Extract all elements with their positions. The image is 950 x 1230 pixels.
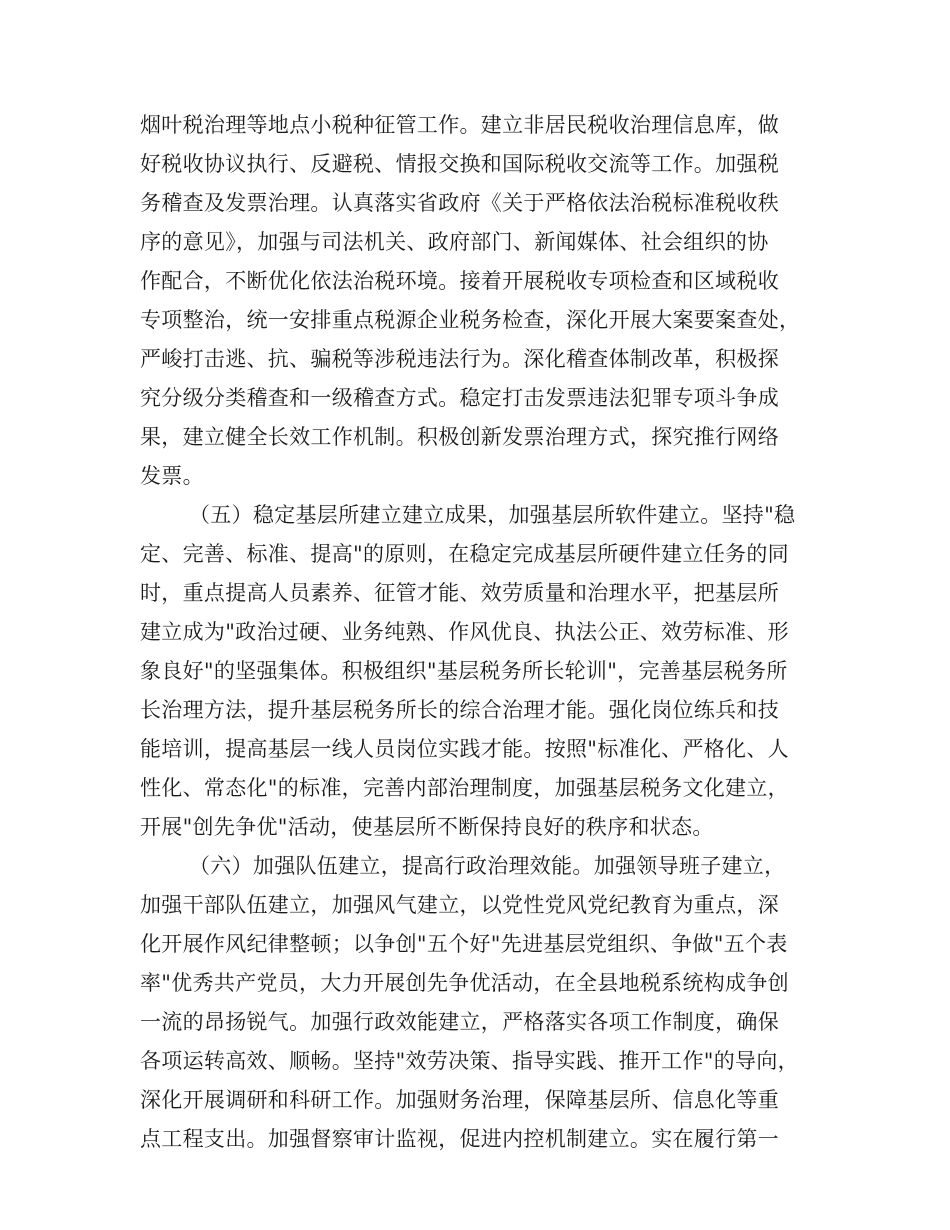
text-line: 各项运转高效、顺畅。坚持"效劳决策、指导实践、推开工作"的导向， xyxy=(140,1049,799,1073)
text-line: 好税收协议执行、反避税、情报交换和国际税收交流等工作。加强税 xyxy=(140,152,779,176)
text-line: 果，建立健全长效工作机制。积极创新发票治理方式，探究推行网络 xyxy=(140,425,779,449)
text-line: 发票。 xyxy=(140,464,204,488)
paragraph-3 xyxy=(140,847,830,1159)
text-line: 作配合，不断优化依法治税环境。接着开展税收专项检查和区域税收 xyxy=(140,269,779,293)
text-line: 定、完善、标准、提高"的原则，在稳定完成基层所硬件建立任务的同 xyxy=(140,542,789,566)
paragraph-1 xyxy=(140,106,830,496)
text-line: 长治理方法，提升基层税务所长的综合治理才能。强化岗位练兵和技 xyxy=(140,698,779,722)
text-line: 深化开展调研和科研工作。加强财务治理，保障基层所、信息化等重 xyxy=(140,1088,779,1112)
text-line: 究分级分类稽查和一级稽查方式。稳定打击发票违法犯罪专项斗争成 xyxy=(140,386,779,410)
text-line: 务稽查及发票治理。认真落实省政府《关于严格依法治税标准税收秩 xyxy=(140,191,779,215)
text-line: 烟叶税治理等地点小税种征管工作。建立非居民税收治理信息库，做 xyxy=(140,113,779,137)
text-line: 时，重点提高人员素养、征管才能、效劳质量和治理水平，把基层所 xyxy=(140,581,779,605)
text-line: 专项整治，统一安排重点税源企业税务检查，深化开展大案要案查处， xyxy=(140,308,801,332)
text-line: 性化、常态化"的标准，完善内部治理制度，加强基层税务文化建立， xyxy=(140,776,789,800)
text-line-first: （五）稳定基层所建立建立成果，加强基层所软件建立。坚持"稳 xyxy=(189,503,796,527)
text-line: 加强干部队伍建立，加强风气建立，以党性党风党纪教育为重点，深 xyxy=(140,893,779,917)
text-line: 化开展作风纪律整顿；以争创"五个好"先进基层党组织、争做"五个表 xyxy=(140,932,788,956)
text-line: 一流的昂扬锐气。加强行政效能建立，严格落实各项工作制度，确保 xyxy=(140,1010,779,1034)
paragraph-2 xyxy=(140,496,830,847)
text-line: 开展"创先争优"活动，使基层所不断保持良好的秩序和状态。 xyxy=(140,815,714,839)
text-line: 能培训，提高基层一线人员岗位实践才能。按照"标准化、严格化、人 xyxy=(140,737,789,761)
text-line: 点工程支出。加强督察审计监视，促进内控机制建立。实在履行第一 xyxy=(140,1127,779,1151)
text-line: 率"优秀共产党员，大力开展创先争优活动，在全县地税系统构成争创 xyxy=(140,971,789,995)
text-line: 严峻打击逃、抗、骗税等涉税违法行为。深化稽查体制改革，积极探 xyxy=(140,347,779,371)
document-body xyxy=(140,106,830,1159)
text-line: 序的意见》，加强与司法机关、政府部门、新闻媒体、社会组织的协 xyxy=(140,230,769,254)
text-line-first: （六）加强队伍建立，提高行政治理效能。加强领导班子建立， xyxy=(189,854,786,878)
text-line: 建立成为"政治过硬、业务纯熟、作风优良、执法公正、效劳标准、形 xyxy=(140,620,789,644)
text-line: 象良好"的坚强集体。积极组织"基层税务所长轮训"，完善基层税务所 xyxy=(140,659,788,683)
